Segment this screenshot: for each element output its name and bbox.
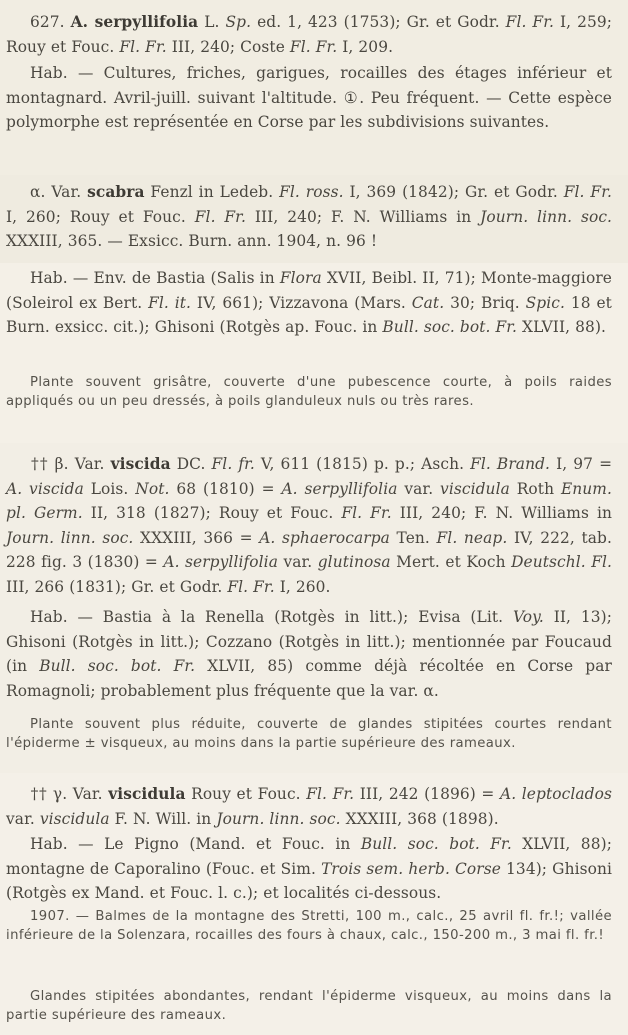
citation: III, 240; Coste — [171, 37, 285, 56]
citation-title: Deutschl. Fl. — [511, 553, 612, 571]
citation-title: Enum. pl. Germ. — [6, 479, 612, 522]
habitat-paragraph — [6, 61, 612, 135]
note-text: Glandes stipitées abondantes, rendant l'épiderme visqueux, au moins dans la partie supérieure des rameaux. — [6, 989, 612, 1023]
citation: I, 259; Rouy et Fouc. — [6, 13, 613, 56]
variety-alpha — [6, 180, 612, 254]
habitat-text: Hab. — Le Pigno (Mand. et Fouc. in — [30, 835, 351, 853]
description-note — [6, 374, 612, 411]
species-entry — [6, 10, 612, 59]
citation: var. — [404, 479, 434, 498]
citation-title: A. serpyllifolia — [281, 479, 398, 498]
citation-title: Fl. Brand. — [470, 455, 551, 473]
citation: Lois. — [90, 479, 129, 498]
citation-title: Spic. — [525, 293, 565, 312]
citation-title: Journ. linn. soc. — [6, 528, 134, 547]
citation-title: Fl. Fr. — [563, 183, 612, 201]
citation-title: Flora — [279, 269, 322, 287]
citation: V, 611 (1815) p. p.; Asch. — [260, 455, 465, 473]
habitat-text: IV, 661); Vizzavona (Mars. — [196, 293, 406, 312]
citation: III, 266 (1831); Gr. et Godr. — [6, 577, 223, 596]
habitat-text: Hab. — Env. de Bastia (Salis in — [30, 269, 275, 287]
citation: I, 97 = — [556, 455, 613, 473]
habitat-text: XLVII, 88). — [522, 318, 607, 336]
citation-title: Fl. Fr. — [194, 207, 246, 226]
citation-title: Voy. — [512, 608, 544, 626]
citation-title: Fl. it. — [148, 293, 192, 312]
citation-title: A. viscida — [6, 479, 84, 498]
citation: F. N. Will. in — [114, 809, 212, 828]
citation-title: Fl. Fr. — [227, 577, 275, 596]
habitat-paragraph — [6, 605, 612, 703]
variety-label: Var. — [74, 455, 105, 473]
variety-label: Var. — [51, 183, 82, 201]
variety-beta — [6, 452, 612, 599]
citation: Rouy et Fouc. — [191, 785, 301, 803]
note-text: Plante souvent grisâtre, couverte d'une pubescence courte, à poils raides appliqués ou un peu dressés, à poils glanduleux nuls ou très rares. — [6, 375, 612, 409]
habitat-text: 30; Briq. — [450, 293, 520, 312]
variety-name: viscidula — [108, 785, 186, 803]
citation-title: Fl. Fr. — [119, 37, 167, 56]
variety-marker: †† γ. — [30, 785, 68, 803]
citation: II, 318 (1827); Rouy et Fouc. — [90, 504, 334, 522]
variety-name: scabra — [87, 183, 145, 201]
citation: XXXIII, 365. — Exsicc. Burn. ann. 1904, n. 96 ! — [6, 232, 378, 250]
citation-title: Bull. soc. bot. Fr. — [360, 835, 512, 853]
citation: XXXIII, 368 (1898). — [345, 809, 499, 828]
habitat-text: XLVII, 88); montagne de Caporalino (Fouc. et Sim. — [6, 835, 612, 878]
note-text: Plante souvent plus réduite, couverte de glandes stipitées courtes rendant l'épiderme ± visqueux, au moins dans la partie supérieure des rameaux. — [6, 717, 612, 751]
citation-title: A. serpyllifolia — [163, 553, 278, 571]
variety-marker: †† β. — [30, 455, 69, 473]
citation: DC. — [176, 455, 206, 473]
citation: III, 240; F. N. Williams in — [254, 207, 472, 226]
citation: var. — [6, 809, 35, 828]
citation: I, 260; Rouy et Fouc. — [6, 207, 186, 226]
citation: I, 369 (1842); Gr. et Godr. — [349, 183, 558, 201]
citation-title: Fl. Fr. — [306, 785, 355, 803]
species-name: A. serpyllifolia — [70, 13, 199, 31]
observation-note — [6, 908, 612, 945]
habitat-text: XLVII, 85) comme déjà récoltée en Corse par Romagnoli; probablement plus fréquente que la var. α. — [6, 657, 612, 700]
habitat-text: 18 et Burn. exsicc. cit.); Ghisoni (Rotgès ap. Fouc. in — [6, 293, 612, 336]
variety-gamma — [6, 782, 612, 831]
citation-title: Bull. soc. bot. Fr. — [39, 657, 196, 675]
citation-title: viscidula — [440, 479, 510, 498]
citation: Mert. et Koch — [396, 553, 506, 571]
citation-title: Not. — [135, 479, 170, 498]
citation-title: viscidula — [39, 809, 110, 828]
citation: var. — [283, 553, 313, 571]
citation-title: Fl. fr. — [211, 455, 255, 473]
citation-title: A. sphaerocarpa — [259, 528, 390, 547]
habitat-paragraph — [6, 266, 612, 340]
variety-label: Var. — [72, 785, 103, 803]
citation-title: glutinosa — [317, 553, 391, 571]
variety-name: viscida — [110, 455, 171, 473]
citation-title: Fl. Fr. — [341, 504, 392, 522]
citation: Fenzl in Ledeb. — [150, 183, 274, 201]
habitat-text: Hab. — Cultures, friches, garigues, rocailles des étages inférieur et montagnard. Avril-juill. suivant l'altitude. ①. Peu fréquent. — Cette espèce polymorphe est représentée en Corse par les subdivisions suivantes. — [6, 64, 612, 131]
description-note — [6, 716, 612, 753]
citation: III, 240; F. N. Williams in — [399, 504, 613, 522]
citation: L. — [204, 13, 220, 31]
habitat-text: Hab. — Bastia à la Renella (Rotgès in litt.); Evisa (Lit. — [30, 608, 504, 626]
citation-title: Sp. — [225, 13, 252, 31]
citation: I, 209. — [342, 37, 394, 56]
habitat-text: 134); Ghisoni (Rotgès ex Mand. et Fouc. l. c.); et localités ci-dessous. — [6, 859, 613, 902]
citation-title: A. leptoclados — [500, 785, 612, 803]
citation: ed. 1, 423 (1753); Gr. et Godr. — [257, 13, 500, 31]
citation: IV, 222, tab. 228 fig. 3 (1830) = — [6, 528, 612, 571]
citation-title: Fl. Fr. — [289, 37, 338, 56]
citation: Roth — [516, 479, 555, 498]
habitat-text: II, 13); Ghisoni (Rotgès in litt.); Cozzano (Rotgès in litt.); mentionnée par Foucaud (in — [6, 608, 612, 675]
citation-title: Journ. linn. soc. — [216, 809, 341, 828]
species-number: 627. — [30, 13, 65, 31]
citation-title: Bull. soc. bot. Fr. — [382, 318, 518, 336]
citation: 68 (1810) = — [176, 479, 275, 498]
citation: I, 260. — [279, 577, 331, 596]
citation-title: Fl. neap. — [436, 528, 508, 547]
citation: XXXIII, 366 = — [140, 528, 253, 547]
citation: Ten. — [396, 528, 430, 547]
citation-title: Fl. ross. — [279, 183, 344, 201]
habitat-paragraph — [6, 832, 612, 906]
citation: III, 242 (1896) = — [359, 785, 495, 803]
citation-title: Journ. linn. soc. — [480, 207, 613, 226]
citation-title: Cat. — [411, 293, 445, 312]
habitat-text: XVII, Beibl. II, 71); Monte-maggiore (Soleirol ex Bert. — [6, 269, 612, 312]
citation-title: Fl. Fr. — [505, 13, 554, 31]
note-text: 1907. — Balmes de la montagne des Stretti, 100 m., calc., 25 avril fl. fr.!; vallée inférieure de la Solenzara, rocailles des fours à chaux, calc., 150-200 m., 3 mai fl. fr.! — [6, 909, 612, 943]
variety-marker: α. — [30, 183, 46, 201]
citation-title: Trois sem. herb. Corse — [321, 859, 501, 878]
description-note — [6, 988, 612, 1025]
